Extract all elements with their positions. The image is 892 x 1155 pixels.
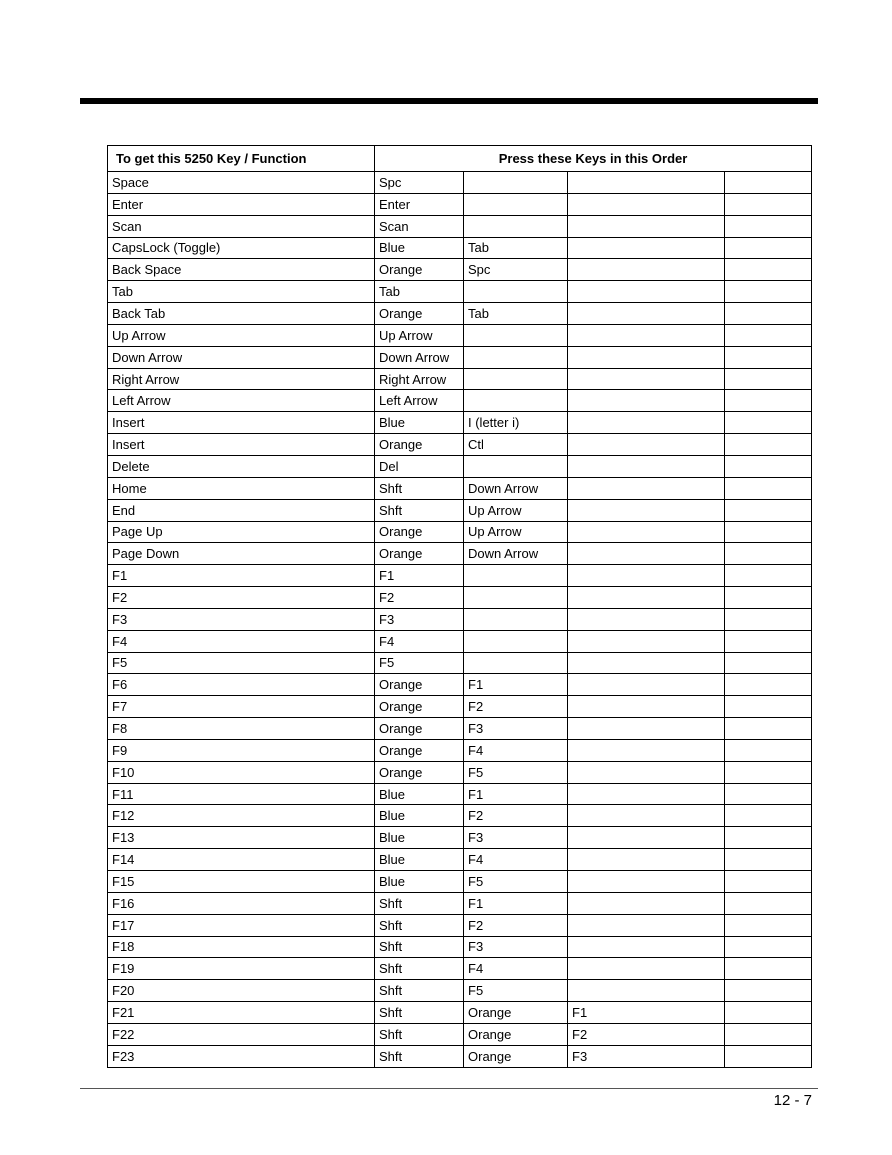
function-cell: F3 <box>108 608 375 630</box>
table-row <box>108 783 812 805</box>
function-cell: F17 <box>108 914 375 936</box>
key-cell: Orange <box>464 1045 568 1067</box>
table-row <box>108 521 812 543</box>
key-cell <box>568 958 725 980</box>
key-cell: Up Arrow <box>375 324 464 346</box>
key-cell <box>464 215 568 237</box>
key-cell <box>568 739 725 761</box>
key-cell <box>464 193 568 215</box>
key-cell <box>725 849 812 871</box>
table-row <box>108 892 812 914</box>
key-cell <box>725 521 812 543</box>
key-cell: Shft <box>375 958 464 980</box>
key-mapping-table <box>107 145 812 1068</box>
function-cell: Page Up <box>108 521 375 543</box>
function-cell: F7 <box>108 696 375 718</box>
function-cell: F5 <box>108 652 375 674</box>
key-cell: Tab <box>464 237 568 259</box>
key-cell: F4 <box>464 849 568 871</box>
column-header-press-keys: Press these Keys in this Order <box>375 146 812 172</box>
key-cell: I (letter i) <box>464 412 568 434</box>
key-cell <box>725 936 812 958</box>
key-cell <box>568 608 725 630</box>
table-row <box>108 608 812 630</box>
key-cell <box>568 936 725 958</box>
key-cell: F2 <box>464 914 568 936</box>
key-cell: F3 <box>375 608 464 630</box>
table-row <box>108 674 812 696</box>
key-cell <box>464 587 568 609</box>
table-row <box>108 390 812 412</box>
table-header-row <box>108 146 812 172</box>
function-cell: F4 <box>108 630 375 652</box>
table-row <box>108 849 812 871</box>
table-row <box>108 739 812 761</box>
table-row <box>108 543 812 565</box>
key-cell <box>568 281 725 303</box>
footer-rule <box>80 1088 818 1089</box>
key-cell <box>725 718 812 740</box>
key-cell: Shft <box>375 499 464 521</box>
function-cell: Right Arrow <box>108 368 375 390</box>
key-cell <box>725 1023 812 1045</box>
table-row <box>108 303 812 325</box>
key-cell <box>725 652 812 674</box>
key-cell: Orange <box>375 259 464 281</box>
key-cell: F5 <box>375 652 464 674</box>
table-row <box>108 412 812 434</box>
table-row <box>108 761 812 783</box>
table-row <box>108 455 812 477</box>
key-cell <box>725 608 812 630</box>
function-cell: Enter <box>108 193 375 215</box>
key-cell: F1 <box>464 783 568 805</box>
key-cell: F4 <box>464 739 568 761</box>
key-cell: F2 <box>375 587 464 609</box>
table-row <box>108 193 812 215</box>
table-row <box>108 259 812 281</box>
table-row <box>108 696 812 718</box>
key-cell: F2 <box>568 1023 725 1045</box>
table-row <box>108 281 812 303</box>
key-cell: Tab <box>464 303 568 325</box>
key-cell <box>568 827 725 849</box>
key-cell: Right Arrow <box>375 368 464 390</box>
key-cell <box>568 303 725 325</box>
key-cell: Blue <box>375 871 464 893</box>
table-row <box>108 587 812 609</box>
key-cell <box>725 587 812 609</box>
key-cell <box>568 477 725 499</box>
table-row <box>108 630 812 652</box>
key-cell: Orange <box>375 303 464 325</box>
key-cell: Scan <box>375 215 464 237</box>
key-cell <box>568 652 725 674</box>
key-cell: F1 <box>464 892 568 914</box>
key-cell <box>568 455 725 477</box>
key-cell <box>725 630 812 652</box>
key-cell: Blue <box>375 805 464 827</box>
function-cell: F21 <box>108 1002 375 1024</box>
key-cell: Orange <box>464 1023 568 1045</box>
key-cell: Blue <box>375 783 464 805</box>
key-cell <box>568 783 725 805</box>
table-row <box>108 1045 812 1067</box>
key-cell: Shft <box>375 914 464 936</box>
key-cell <box>725 805 812 827</box>
key-cell: Down Arrow <box>375 346 464 368</box>
key-cell <box>464 281 568 303</box>
key-cell <box>464 608 568 630</box>
function-cell: F10 <box>108 761 375 783</box>
key-cell <box>568 172 725 194</box>
key-cell <box>568 718 725 740</box>
key-cell <box>568 871 725 893</box>
table-row <box>108 718 812 740</box>
header-rule <box>80 98 818 104</box>
key-cell: Ctl <box>464 434 568 456</box>
key-cell <box>464 630 568 652</box>
table-row <box>108 346 812 368</box>
key-cell <box>725 346 812 368</box>
key-cell <box>568 237 725 259</box>
key-cell: F4 <box>464 958 568 980</box>
key-cell: Orange <box>375 696 464 718</box>
function-cell: Tab <box>108 281 375 303</box>
function-cell: Page Down <box>108 543 375 565</box>
function-cell: Home <box>108 477 375 499</box>
key-cell: F3 <box>568 1045 725 1067</box>
key-cell: Shft <box>375 1045 464 1067</box>
key-cell <box>464 565 568 587</box>
key-cell <box>725 434 812 456</box>
function-cell: F8 <box>108 718 375 740</box>
key-cell <box>568 761 725 783</box>
function-cell: F20 <box>108 980 375 1002</box>
key-cell: F4 <box>375 630 464 652</box>
key-cell <box>568 324 725 346</box>
function-cell: Down Arrow <box>108 346 375 368</box>
key-cell: Orange <box>375 543 464 565</box>
column-header-function: To get this 5250 Key / Function <box>108 146 375 172</box>
key-cell: F3 <box>464 827 568 849</box>
key-cell <box>725 390 812 412</box>
key-cell <box>725 172 812 194</box>
table-row <box>108 324 812 346</box>
function-cell: F2 <box>108 587 375 609</box>
key-cell <box>725 259 812 281</box>
key-cell <box>568 259 725 281</box>
key-cell <box>725 783 812 805</box>
key-cell: Shft <box>375 477 464 499</box>
key-cell <box>568 849 725 871</box>
table-row <box>108 827 812 849</box>
key-cell: F5 <box>464 761 568 783</box>
key-cell: Del <box>375 455 464 477</box>
function-cell: Back Space <box>108 259 375 281</box>
key-cell: Shft <box>375 936 464 958</box>
function-cell: F22 <box>108 1023 375 1045</box>
function-cell: Space <box>108 172 375 194</box>
key-cell <box>568 980 725 1002</box>
key-cell <box>464 368 568 390</box>
function-cell: Insert <box>108 434 375 456</box>
key-cell: Orange <box>375 761 464 783</box>
function-cell: F15 <box>108 871 375 893</box>
key-cell: Down Arrow <box>464 543 568 565</box>
key-cell: Shft <box>375 1023 464 1045</box>
key-cell <box>464 652 568 674</box>
key-cell: Orange <box>375 521 464 543</box>
function-cell: F6 <box>108 674 375 696</box>
function-cell: F16 <box>108 892 375 914</box>
function-cell: End <box>108 499 375 521</box>
key-cell <box>725 696 812 718</box>
key-cell <box>725 455 812 477</box>
function-cell: F13 <box>108 827 375 849</box>
key-cell <box>568 630 725 652</box>
table-row <box>108 215 812 237</box>
key-cell <box>725 980 812 1002</box>
key-cell: Shft <box>375 980 464 1002</box>
function-cell: F1 <box>108 565 375 587</box>
key-cell: Shft <box>375 892 464 914</box>
table-row <box>108 805 812 827</box>
function-cell: Delete <box>108 455 375 477</box>
key-cell <box>568 412 725 434</box>
table-row <box>108 477 812 499</box>
key-cell: Blue <box>375 827 464 849</box>
function-cell: Scan <box>108 215 375 237</box>
key-cell: Orange <box>375 739 464 761</box>
key-cell <box>725 303 812 325</box>
table-row <box>108 958 812 980</box>
key-cell <box>725 499 812 521</box>
key-cell: F5 <box>464 980 568 1002</box>
table-row <box>108 368 812 390</box>
key-cell <box>568 674 725 696</box>
key-cell <box>725 871 812 893</box>
table-row <box>108 1023 812 1045</box>
key-cell: Orange <box>375 674 464 696</box>
key-cell <box>568 914 725 936</box>
key-cell <box>725 1002 812 1024</box>
key-cell: F1 <box>375 565 464 587</box>
key-cell: Up Arrow <box>464 521 568 543</box>
function-cell: F19 <box>108 958 375 980</box>
key-cell <box>725 958 812 980</box>
key-cell: F3 <box>464 718 568 740</box>
table-row <box>108 980 812 1002</box>
key-cell <box>568 805 725 827</box>
key-cell <box>464 172 568 194</box>
key-cell <box>725 761 812 783</box>
function-cell: Left Arrow <box>108 390 375 412</box>
key-cell <box>725 565 812 587</box>
key-cell <box>725 412 812 434</box>
function-cell: CapsLock (Toggle) <box>108 237 375 259</box>
table-row <box>108 652 812 674</box>
function-cell: Insert <box>108 412 375 434</box>
table-row <box>108 1002 812 1024</box>
key-cell <box>568 368 725 390</box>
key-cell <box>464 324 568 346</box>
key-cell: Orange <box>375 434 464 456</box>
key-cell <box>568 696 725 718</box>
key-cell <box>725 827 812 849</box>
key-cell: Blue <box>375 237 464 259</box>
key-cell <box>725 1045 812 1067</box>
key-cell: F2 <box>464 696 568 718</box>
key-cell <box>725 739 812 761</box>
table-row <box>108 871 812 893</box>
key-cell <box>725 215 812 237</box>
key-cell: F3 <box>464 936 568 958</box>
key-cell: Down Arrow <box>464 477 568 499</box>
function-cell: F23 <box>108 1045 375 1067</box>
key-cell: Tab <box>375 281 464 303</box>
function-cell: F18 <box>108 936 375 958</box>
key-cell <box>568 587 725 609</box>
key-cell <box>725 324 812 346</box>
key-cell <box>568 346 725 368</box>
key-cell <box>464 346 568 368</box>
key-cell: Shft <box>375 1002 464 1024</box>
table-row <box>108 936 812 958</box>
table-row <box>108 914 812 936</box>
key-cell <box>725 237 812 259</box>
function-cell: F14 <box>108 849 375 871</box>
key-cell <box>568 434 725 456</box>
table-row <box>108 565 812 587</box>
key-cell: Left Arrow <box>375 390 464 412</box>
key-cell <box>464 455 568 477</box>
key-cell: Spc <box>375 172 464 194</box>
key-cell <box>568 565 725 587</box>
function-cell: Back Tab <box>108 303 375 325</box>
key-cell <box>725 914 812 936</box>
key-cell: Blue <box>375 412 464 434</box>
function-cell: F12 <box>108 805 375 827</box>
key-cell: Enter <box>375 193 464 215</box>
key-cell <box>568 193 725 215</box>
table-row <box>108 434 812 456</box>
function-cell: F9 <box>108 739 375 761</box>
key-cell: Orange <box>464 1002 568 1024</box>
key-cell <box>568 543 725 565</box>
key-cell <box>725 477 812 499</box>
key-cell: Blue <box>375 849 464 871</box>
page-number: 12 - 7 <box>773 1092 812 1109</box>
key-cell: F2 <box>464 805 568 827</box>
table-row <box>108 499 812 521</box>
key-cell <box>725 892 812 914</box>
key-cell <box>568 892 725 914</box>
key-cell <box>568 521 725 543</box>
key-cell <box>725 543 812 565</box>
key-cell: Orange <box>375 718 464 740</box>
key-cell: Up Arrow <box>464 499 568 521</box>
function-cell: Up Arrow <box>108 324 375 346</box>
key-cell <box>464 390 568 412</box>
key-cell: F1 <box>464 674 568 696</box>
key-cell <box>725 193 812 215</box>
table-body <box>108 172 812 1068</box>
key-cell <box>725 368 812 390</box>
key-cell <box>568 390 725 412</box>
key-cell <box>568 499 725 521</box>
key-cell: F5 <box>464 871 568 893</box>
key-cell <box>568 215 725 237</box>
key-cell: F1 <box>568 1002 725 1024</box>
table-row <box>108 172 812 194</box>
key-cell: Spc <box>464 259 568 281</box>
key-cell <box>725 281 812 303</box>
key-cell <box>725 674 812 696</box>
table-row <box>108 237 812 259</box>
function-cell: F11 <box>108 783 375 805</box>
